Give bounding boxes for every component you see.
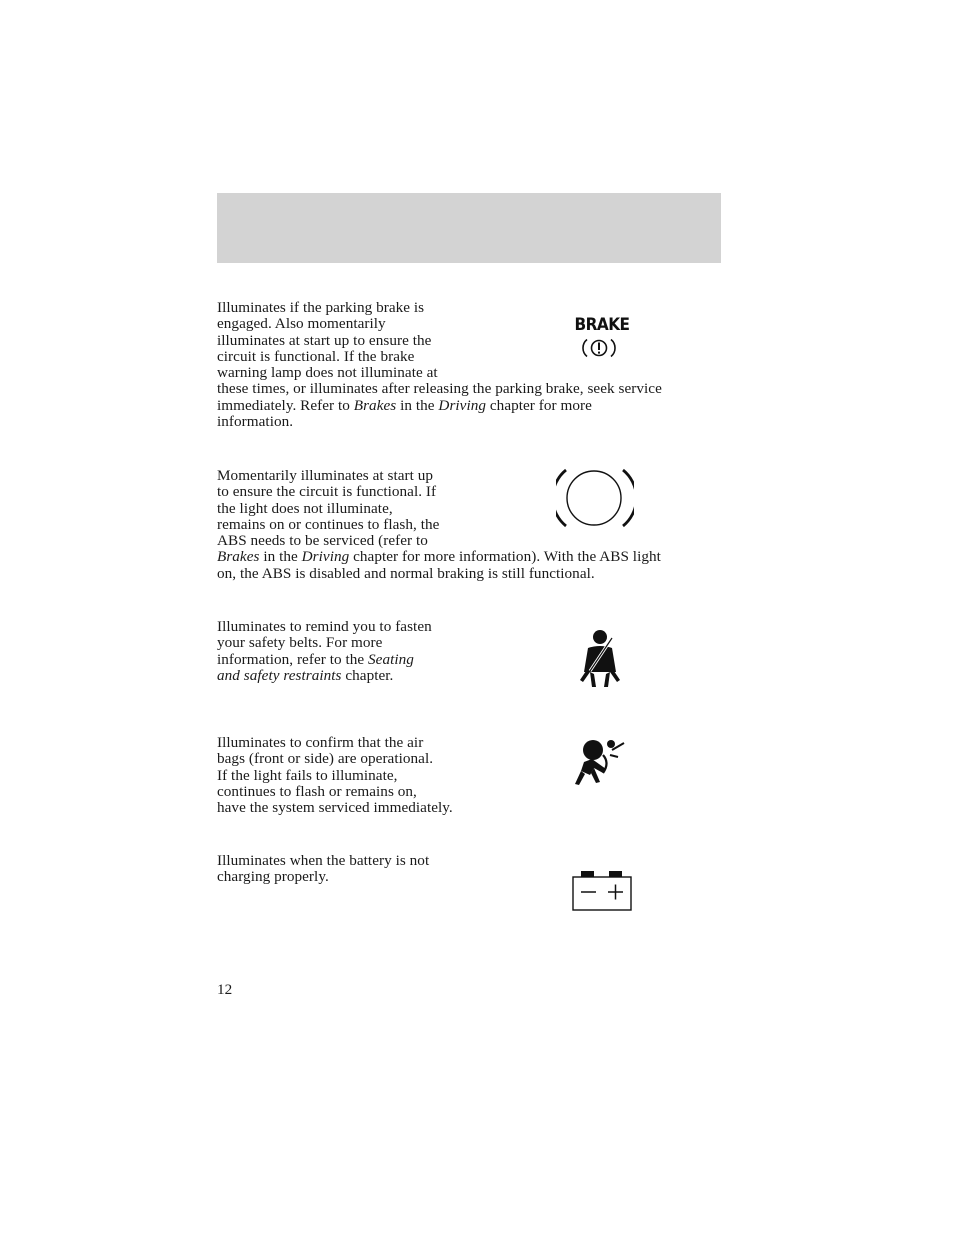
- text-line: [217, 533, 722, 549]
- text-run: engaged. Also momentarily: [217, 315, 386, 333]
- text-line: [217, 300, 722, 316]
- seatbelt-icon: [576, 628, 624, 690]
- brake-warning-icon: [578, 337, 620, 359]
- italic-reference: and safety restraints: [217, 666, 342, 684]
- text-run: circuit is functional. If the brake: [217, 347, 415, 365]
- text-line: [217, 566, 722, 582]
- charging-system-description: [217, 853, 722, 886]
- text-line: [217, 333, 722, 349]
- text-run: illuminates at start up to ensure the: [217, 331, 432, 349]
- section-header-band: [217, 193, 721, 263]
- text-run: immediately. Refer to: [217, 396, 354, 414]
- text-run: these times, or illuminates after releasing the parking brake, seek service: [217, 380, 662, 398]
- italic-reference: Brakes: [217, 548, 260, 566]
- abs-warning-icon: [556, 466, 634, 532]
- text-line: [217, 381, 722, 397]
- text-run: in the: [396, 396, 439, 414]
- text-line: [217, 484, 722, 500]
- text-line: [217, 501, 722, 517]
- text-line: [217, 365, 722, 381]
- text-line: [217, 652, 722, 668]
- text-line: [217, 784, 722, 800]
- brake-warning-description: [217, 300, 722, 430]
- text-run: Illuminates to remind you to fasten: [217, 618, 432, 635]
- text-run: chapter for more information). With the ABS light: [349, 548, 661, 566]
- text-line: [217, 869, 722, 885]
- text-run: bags (front or side) are operational.: [217, 750, 434, 768]
- text-run: charging properly.: [217, 868, 329, 886]
- text-line: [217, 668, 722, 684]
- text-run: warning lamp does not illuminate at: [217, 364, 438, 382]
- text-run: on, the ABS is disabled and normal braking is still functional.: [217, 564, 595, 582]
- text-run: chapter for more: [486, 396, 592, 414]
- text-run: information.: [217, 413, 294, 431]
- text-line: [217, 768, 722, 784]
- italic-reference: Driving: [438, 396, 487, 414]
- safety-belt-description: [217, 619, 722, 684]
- airbag-icon: [570, 735, 630, 787]
- text-run: Illuminates if the parking brake is: [217, 299, 425, 316]
- text-line: [217, 635, 722, 651]
- text-line: [217, 349, 722, 365]
- text-run: Momentarily illuminates at start up: [217, 467, 434, 484]
- text-line: [217, 751, 722, 767]
- text-line: [217, 619, 722, 635]
- text-run: continues to flash or remains on,: [217, 782, 417, 800]
- abs-warning-description: [217, 468, 722, 582]
- text-run: the light does not illuminate,: [217, 499, 393, 517]
- text-run: to ensure the circuit is functional. If: [217, 483, 437, 501]
- text-line: [217, 414, 722, 430]
- text-run: Illuminates to confirm that the air: [217, 734, 424, 751]
- text-line: [217, 853, 722, 869]
- text-line: [217, 735, 722, 751]
- text-run: in the: [259, 548, 302, 566]
- text-run: Illuminates when the battery is not: [217, 852, 430, 869]
- italic-reference: Seating: [368, 650, 414, 668]
- page-number: 12: [217, 981, 233, 998]
- brake-icon-label: BRAKE: [574, 315, 630, 335]
- text-line: [217, 549, 722, 565]
- text-line: [217, 800, 722, 816]
- text-line: [217, 468, 722, 484]
- text-run: your safety belts. For more: [217, 634, 383, 652]
- text-run: information, refer to the: [217, 650, 369, 668]
- air-bag-description: [217, 735, 722, 816]
- battery-icon: [571, 869, 635, 913]
- text-line: [217, 398, 722, 414]
- text-line: [217, 316, 722, 332]
- text-run: If the light fails to illuminate,: [217, 766, 398, 784]
- text-run: have the system serviced immediately.: [217, 799, 453, 817]
- text-run: remains on or continues to flash, the: [217, 515, 440, 533]
- italic-reference: Driving: [301, 548, 350, 566]
- italic-reference: Brakes: [353, 396, 397, 414]
- text-run: chapter.: [341, 666, 394, 684]
- text-line: [217, 517, 722, 533]
- text-run: ABS needs to be serviced (refer to: [217, 532, 428, 550]
